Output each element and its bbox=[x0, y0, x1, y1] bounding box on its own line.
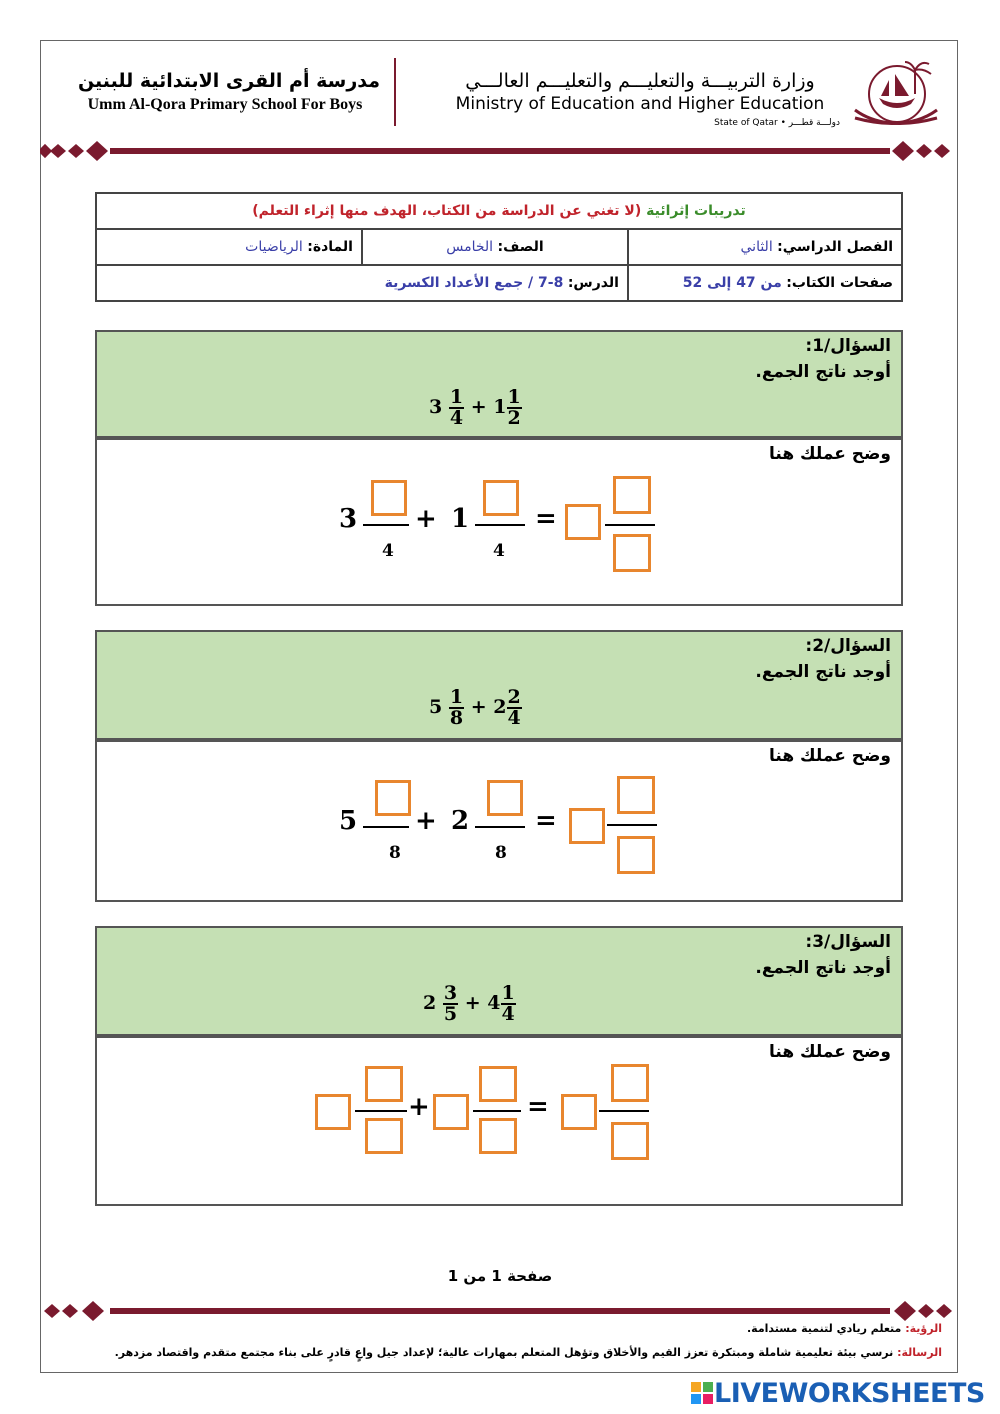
q1-answer-denominator-input[interactable] bbox=[613, 534, 651, 572]
lesson-cell: الدرس: 8-7 / جمع الأعداد الكسرية bbox=[96, 265, 628, 301]
fraction-bar bbox=[355, 1110, 407, 1112]
q2-answer-denominator-input[interactable] bbox=[617, 836, 655, 874]
q2-answer-numerator-input[interactable] bbox=[617, 776, 655, 814]
ministry-name-english: Ministry of Education and Higher Education bbox=[455, 94, 825, 114]
header-divider bbox=[394, 58, 396, 126]
q3-numerator-a-input[interactable] bbox=[365, 1066, 403, 1102]
liveworksheets-icon bbox=[690, 1381, 714, 1405]
fraction-bar bbox=[605, 524, 655, 526]
equals-sign: = bbox=[535, 504, 557, 534]
lesson-info-table bbox=[95, 192, 903, 302]
qatar-emblem-icon bbox=[845, 50, 945, 135]
q2-whole-b: 2 bbox=[451, 806, 470, 836]
question-2-header bbox=[95, 630, 903, 740]
fraction-bar bbox=[363, 826, 409, 828]
question-2-work-area bbox=[95, 740, 903, 902]
school-name-english: Umm Al-Qora Primary School For Boys bbox=[87, 96, 363, 113]
school-name-arabic: مدرسة أم القرى الابتدائية للبنين bbox=[77, 70, 380, 92]
q2-answer-whole-input[interactable] bbox=[569, 808, 605, 844]
q1-denominator-a: 4 bbox=[382, 541, 394, 561]
plus-sign: + bbox=[415, 504, 437, 534]
top-decorative-band bbox=[40, 141, 960, 161]
question-1-work-label: وضح عملك هنا bbox=[769, 444, 891, 464]
q3-denominator-b-input[interactable] bbox=[479, 1118, 517, 1154]
page-number: صفحة 1 من 1 bbox=[447, 1267, 553, 1285]
grade-cell: الصف: الخامس bbox=[362, 229, 628, 265]
equals-sign: = bbox=[527, 1092, 549, 1122]
q1-numerator-a-input[interactable] bbox=[371, 480, 407, 516]
question-1-prompt: أوجد ناتج الجمع. bbox=[755, 362, 891, 382]
ministry-name-arabic: وزارة التربيـــة والتعليـــم والتعليـــم العالـــي bbox=[465, 70, 815, 92]
question-1-expression: 3 $\frac{1}{4}$ + 1 $\frac{1}{2}$ bbox=[429, 386, 521, 429]
question-2-number: السؤال/2: bbox=[805, 636, 891, 656]
question-1-header bbox=[95, 330, 903, 438]
question-3-number: السؤال/3: bbox=[805, 932, 891, 952]
q3-answer-numerator-input[interactable] bbox=[611, 1064, 649, 1102]
q3-denominator-a-input[interactable] bbox=[365, 1118, 403, 1154]
question-3-work-label: وضح عملك هنا bbox=[769, 1042, 891, 1062]
fraction-bar bbox=[599, 1110, 649, 1112]
question-2-work-label: وضح عملك هنا bbox=[769, 746, 891, 766]
q1-whole-a: 3 bbox=[339, 504, 358, 534]
question-3-expression: 2 $\frac{3}{5}$ + 4 $\frac{1}{4}$ bbox=[423, 982, 515, 1025]
state-of-qatar: State of Qatar • دولـــة قطـــر bbox=[714, 118, 840, 128]
plus-sign: + bbox=[408, 1092, 430, 1122]
bottom-decorative-band bbox=[40, 1301, 960, 1321]
q2-denominator-b: 8 bbox=[495, 843, 507, 863]
mission-statement: الرسالة: نرسي بيئة تعليمية شاملة ومبتكرة تعزز القيم والأخلاق وتؤهل المتعلم بمهارات عالية؛ لإعداد جيل واعٍ قادرٍ على بناء مجتمع متقدم واقتصاد مزدهر. bbox=[114, 1346, 942, 1359]
fraction-bar bbox=[475, 524, 525, 526]
question-1-number: السؤال/1: bbox=[805, 336, 891, 356]
q2-whole-a: 5 bbox=[339, 806, 358, 836]
question-1-work-area bbox=[95, 438, 903, 606]
plus-sign: + bbox=[415, 806, 437, 836]
question-2-prompt: أوجد ناتج الجمع. bbox=[755, 662, 891, 682]
pages-cell: صفحات الكتاب: من 47 إلى 52 bbox=[628, 265, 902, 301]
liveworksheets-logo: LIVEWORKSHEETS bbox=[690, 1378, 990, 1408]
q2-denominator-a: 8 bbox=[389, 843, 401, 863]
question-3-prompt: أوجد ناتج الجمع. bbox=[755, 958, 891, 978]
vision-statement: الرؤية: متعلم ريادي لتنمية مستدامة. bbox=[747, 1322, 942, 1335]
fraction-bar bbox=[363, 524, 409, 526]
subject-cell: المادة: الرياضيات bbox=[96, 229, 362, 265]
fraction-bar bbox=[473, 1110, 521, 1112]
q1-whole-b: 1 bbox=[451, 504, 470, 534]
q1-denominator-b: 4 bbox=[493, 541, 505, 561]
question-3-work-area bbox=[95, 1036, 903, 1206]
q1-answer-whole-input[interactable] bbox=[565, 504, 601, 540]
question-3-header bbox=[95, 926, 903, 1036]
question-2-expression: 5 $\frac{1}{8}$ + 2 $\frac{2}{4}$ bbox=[429, 686, 521, 729]
q3-numerator-b-input[interactable] bbox=[479, 1066, 517, 1102]
q2-numerator-b-input[interactable] bbox=[487, 780, 523, 816]
enrichment-title: تدريبات إثرائية (لا تغني عن الدراسة من الكتاب، الهدف منها إثراء التعلم) bbox=[96, 193, 902, 229]
q1-numerator-b-input[interactable] bbox=[483, 480, 519, 516]
q3-answer-denominator-input[interactable] bbox=[611, 1122, 649, 1160]
fraction-bar bbox=[475, 826, 525, 828]
q3-answer-whole-input[interactable] bbox=[561, 1094, 597, 1130]
q2-numerator-a-input[interactable] bbox=[375, 780, 411, 816]
equals-sign: = bbox=[535, 806, 557, 836]
q3-whole-b-input[interactable] bbox=[433, 1094, 469, 1130]
q1-answer-numerator-input[interactable] bbox=[613, 476, 651, 514]
fraction-bar bbox=[607, 824, 657, 826]
term-cell: الفصل الدراسي: الثاني bbox=[628, 229, 902, 265]
q3-whole-a-input[interactable] bbox=[315, 1094, 351, 1130]
